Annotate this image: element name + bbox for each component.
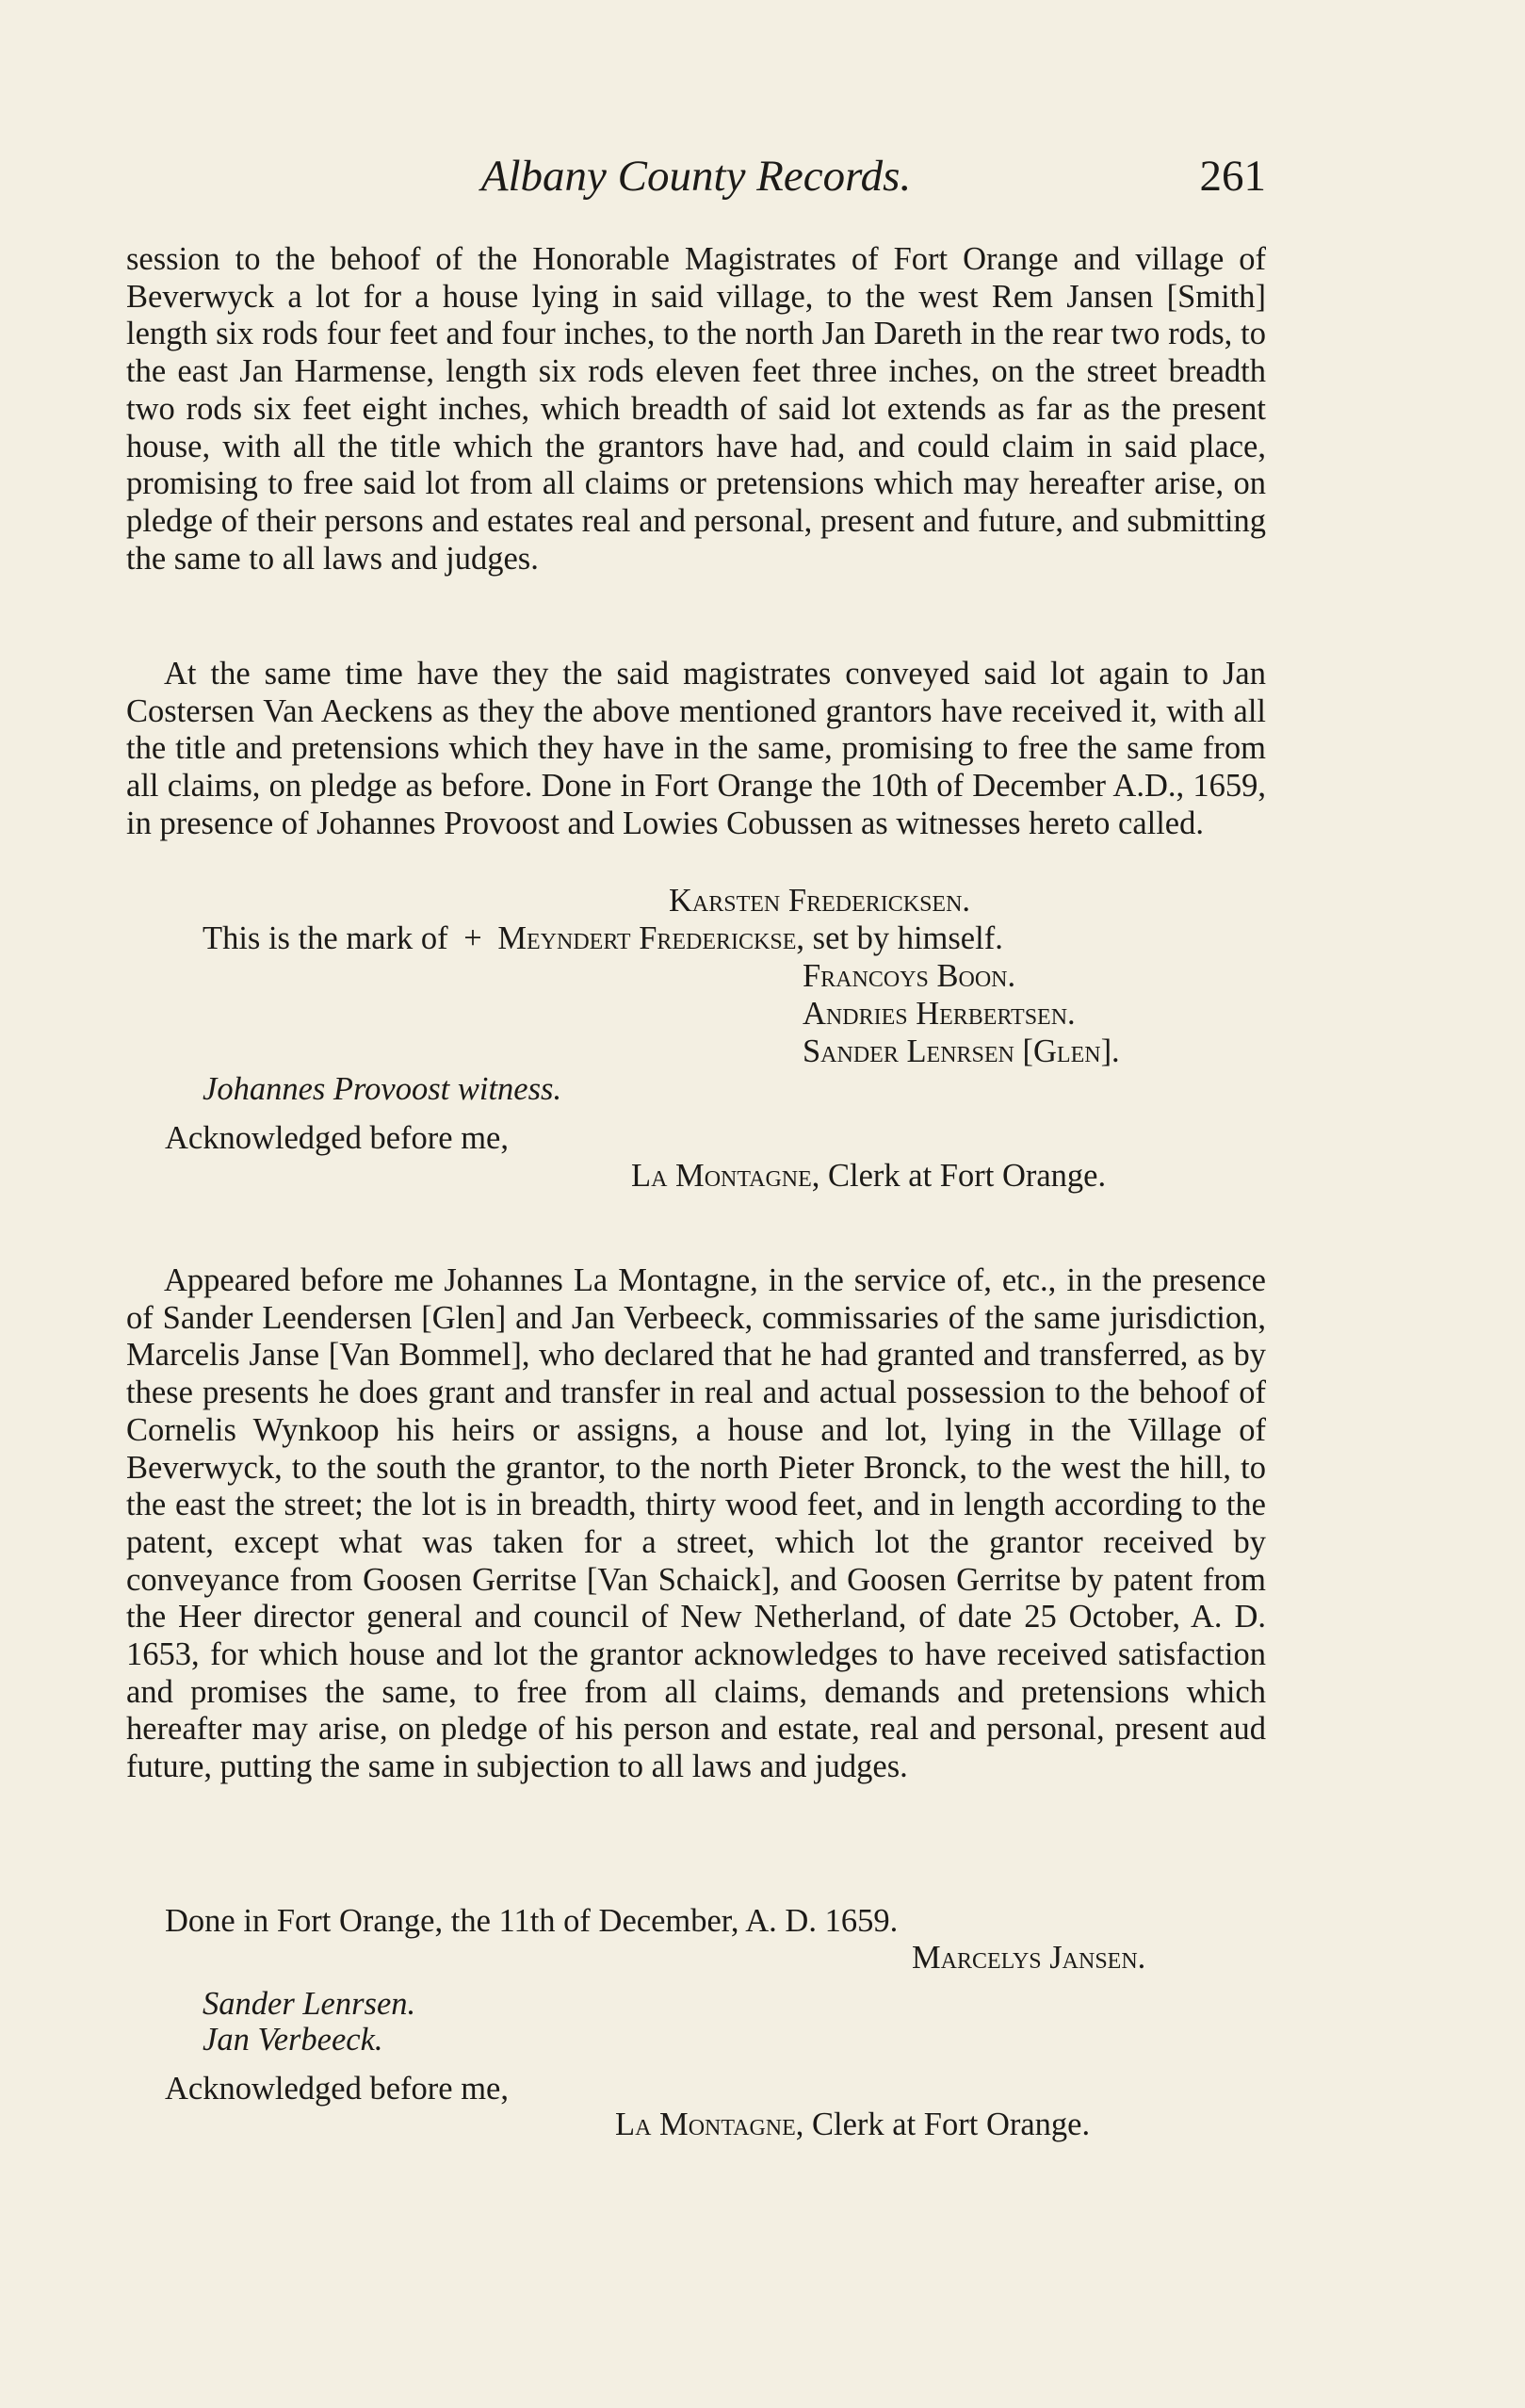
deed1-paragraph2: At the same time have they the said magistrates conveyed said lot again to Jan Costersen Van Aeckens as they the above mentioned grantors have received it, with all the title and pretensions which they have in the same, promising to free the same from all claims, on pledge as before. Done in Fort Orange the 10th of December A.D., 1659, in presence of Johannes Provoost and Lowies Cobussen as witnesses hereto called. — [126, 656, 1266, 841]
deed2-clerk — [615, 2107, 1090, 2144]
deed1-acknowledged: Acknowledged before me, — [165, 1120, 509, 1156]
deed1-clerk-name: La Montagne, — [631, 1158, 820, 1194]
signer-sander-lenrsen: Sander Lenrsen [Glen]. — [803, 1033, 1120, 1069]
page-number: 261 — [1199, 152, 1266, 201]
deed2-clerk-name: La Montagne, — [615, 2107, 804, 2142]
deed2-done: Done in Fort Orange, the 11th of December, A. D. 1659. — [165, 1903, 899, 1939]
running-title: Albany County Records. — [480, 152, 912, 201]
mark-suffix: set by himself. — [812, 920, 1003, 956]
deed2-paragraph1: Appeared before me Johannes La Montagne, in the service of, etc., in the presence of Sander Leendersen [Glen] and Jan Verbeeck, commissaries of the same jurisdiction, Marcelis Janse [Van Bommel], who declared that he had granted and transferred, as by these presents he does grant and transfer in real and actual possession to the behoof of Cornelis Wynkoop his heirs or assigns, a house and lot, lying in the Village of Beverwyck, to the south the grantor, to the north Pieter Bronck, to the west the hill, to the east the street; the lot is in breadth, thirty wood feet, and in length according to the patent, except what was taken for a street, which lot the grantor received by conveyance from Goosen Gerritse [Van Schaick], and Goosen Gerritse by patent from the Heer director general and council of New Netherland, of date 25 October, A. D. 1653, for which house and lot the grantor acknowledges to have received satisfaction and promises the same, to free from all claims, demands and pretensions which hereafter may arise, on pledge of his person and estate, real and personal, present aud future, putting the same in subjection to all laws and judges. — [126, 1262, 1266, 1785]
deed1-paragraph1: session to the behoof of the Honorable Magistrates of Fort Orange and village of Beverwyck a lot for a house lying in said village, to the west Rem Jansen [Smith] length six rods four feet and four inches, to the north Jan Dareth in the rear two rods, to the east Jan Harmense, length six rods eleven feet three inches, on the street breadth two rods six feet eight inches, which breadth of said lot extends as far as the present house, with all the title which the grantors have had, and could claim in said place, promising to free said lot from all claims or pretensions which may hereafter arise, on pledge of their persons and estates real and personal, present and future, and submitting the same to all laws and judges. — [126, 241, 1266, 577]
deed1-clerk — [631, 1158, 1106, 1196]
mark-line — [203, 920, 1003, 958]
deed2-clerk-title: Clerk at Fort Orange. — [812, 2107, 1091, 2142]
deed2-witness-jan-verbeeck: Jan Verbeeck. — [203, 2022, 383, 2058]
mark-symbol: + — [463, 920, 482, 956]
mark-name: Meyndert Frederickse, — [497, 920, 805, 956]
deed2-acknowledged: Acknowledged before me, — [165, 2071, 509, 2107]
signer-karsten-fredericksen: Karsten Fredericksen. — [669, 883, 971, 919]
signer-marcelys-jansen: Marcelys Jansen. — [912, 1940, 1146, 1976]
signer-andries-herbertsen: Andries Herbertsen. — [803, 996, 1076, 1032]
signer-francoys-boon: Francoys Boon. — [803, 958, 1016, 994]
deed1-clerk-title: Clerk at Fort Orange. — [828, 1158, 1107, 1194]
mark-prefix: This is the mark of — [203, 920, 448, 956]
page-header — [126, 151, 1266, 207]
deed1-witness: Johannes Provoost witness. — [203, 1071, 562, 1107]
deed2-witness-sander-lenrsen: Sander Lenrsen. — [203, 1986, 416, 2022]
